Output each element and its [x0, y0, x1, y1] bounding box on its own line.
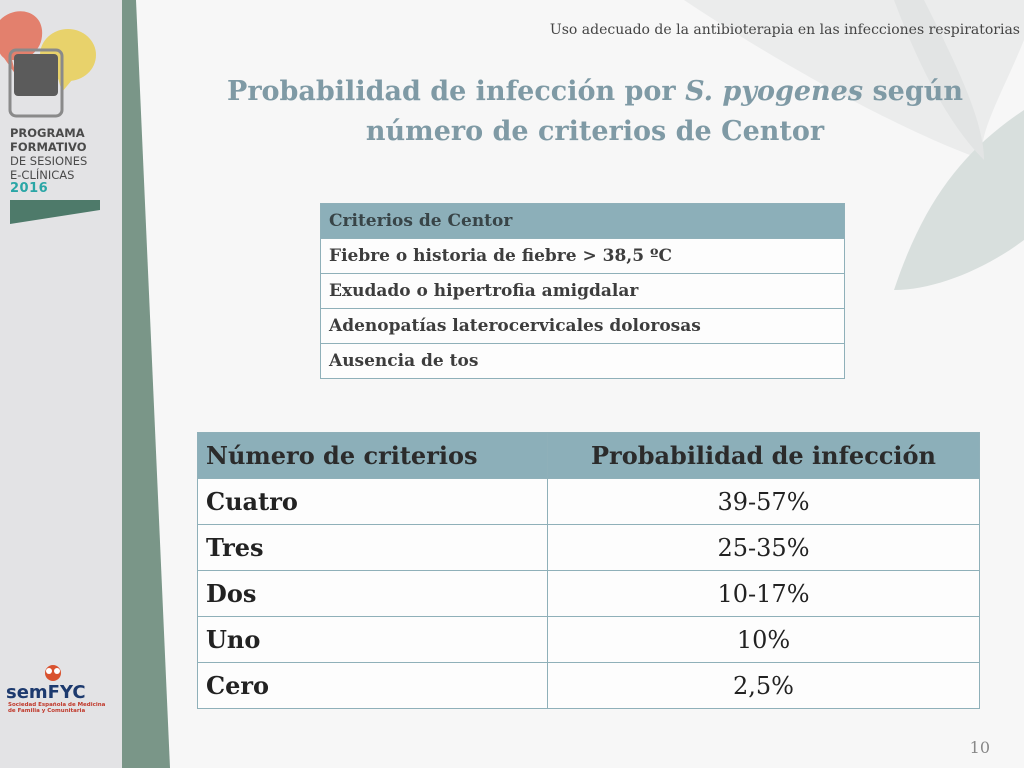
probability-value: 10%: [548, 617, 980, 663]
program-year: 2016: [10, 181, 49, 196]
table-row: [198, 479, 980, 525]
title-line-2: número de criterios de Centor: [365, 116, 825, 147]
title-species: S. pyogenes: [685, 76, 864, 107]
criteria-count: Cero: [198, 663, 548, 709]
table-row: [198, 525, 980, 571]
table-row: [198, 663, 980, 709]
probability-value: 10-17%: [548, 571, 980, 617]
criteria-count: Uno: [198, 617, 548, 663]
probability-value: 2,5%: [548, 663, 980, 709]
criteria-header: Criterios de Centor: [321, 204, 845, 239]
green-bar-decoration: [10, 200, 100, 224]
program-line-3: DE SESIONES: [10, 154, 88, 168]
probability-table: [197, 432, 980, 709]
criteria-row: Exudado o hipertrofia amigdalar: [321, 274, 845, 309]
criteria-count: Tres: [198, 525, 548, 571]
program-line-1: PROGRAMA: [10, 126, 85, 140]
program-line-2: FORMATIVO: [10, 140, 87, 154]
header-subtitle: Uso adecuado de la antibioterapia en las infecciones respiratorias: [549, 22, 1020, 38]
criteria-count: Cuatro: [198, 479, 548, 525]
criteria-count: Dos: [198, 571, 548, 617]
criteria-row: Fiebre o historia de fiebre > 38,5 ºC: [321, 239, 845, 274]
probability-value: 39-57%: [548, 479, 980, 525]
program-logo: [0, 0, 130, 230]
table-row: [198, 571, 980, 617]
semfyc-subtitle: Sociedad Española de Medicina de Familia y Comunitaria: [8, 702, 106, 714]
speech-bubbles-icon: [0, 0, 110, 120]
program-title: [10, 126, 87, 196]
centor-criteria-table: [320, 203, 845, 379]
column-header-probability: Probabilidad de infección: [548, 433, 980, 479]
criteria-row: Ausencia de tos: [321, 344, 845, 379]
semfyc-name: semFYC: [6, 682, 86, 703]
page-number: 10: [969, 738, 990, 757]
title-part-2: según: [863, 76, 963, 107]
title-part-1: Probabilidad de infección por: [227, 76, 686, 107]
criteria-row: Adenopatías laterocervicales dolorosas: [321, 309, 845, 344]
probability-value: 25-35%: [548, 525, 980, 571]
semfyc-logo: [6, 664, 116, 720]
program-line-4: E-CLÍNICAS: [10, 168, 75, 182]
table-row: [198, 617, 980, 663]
slide-title: [200, 72, 990, 152]
semfyc-emblem-icon: [38, 664, 68, 682]
column-header-criteria: Número de criterios: [198, 433, 548, 479]
